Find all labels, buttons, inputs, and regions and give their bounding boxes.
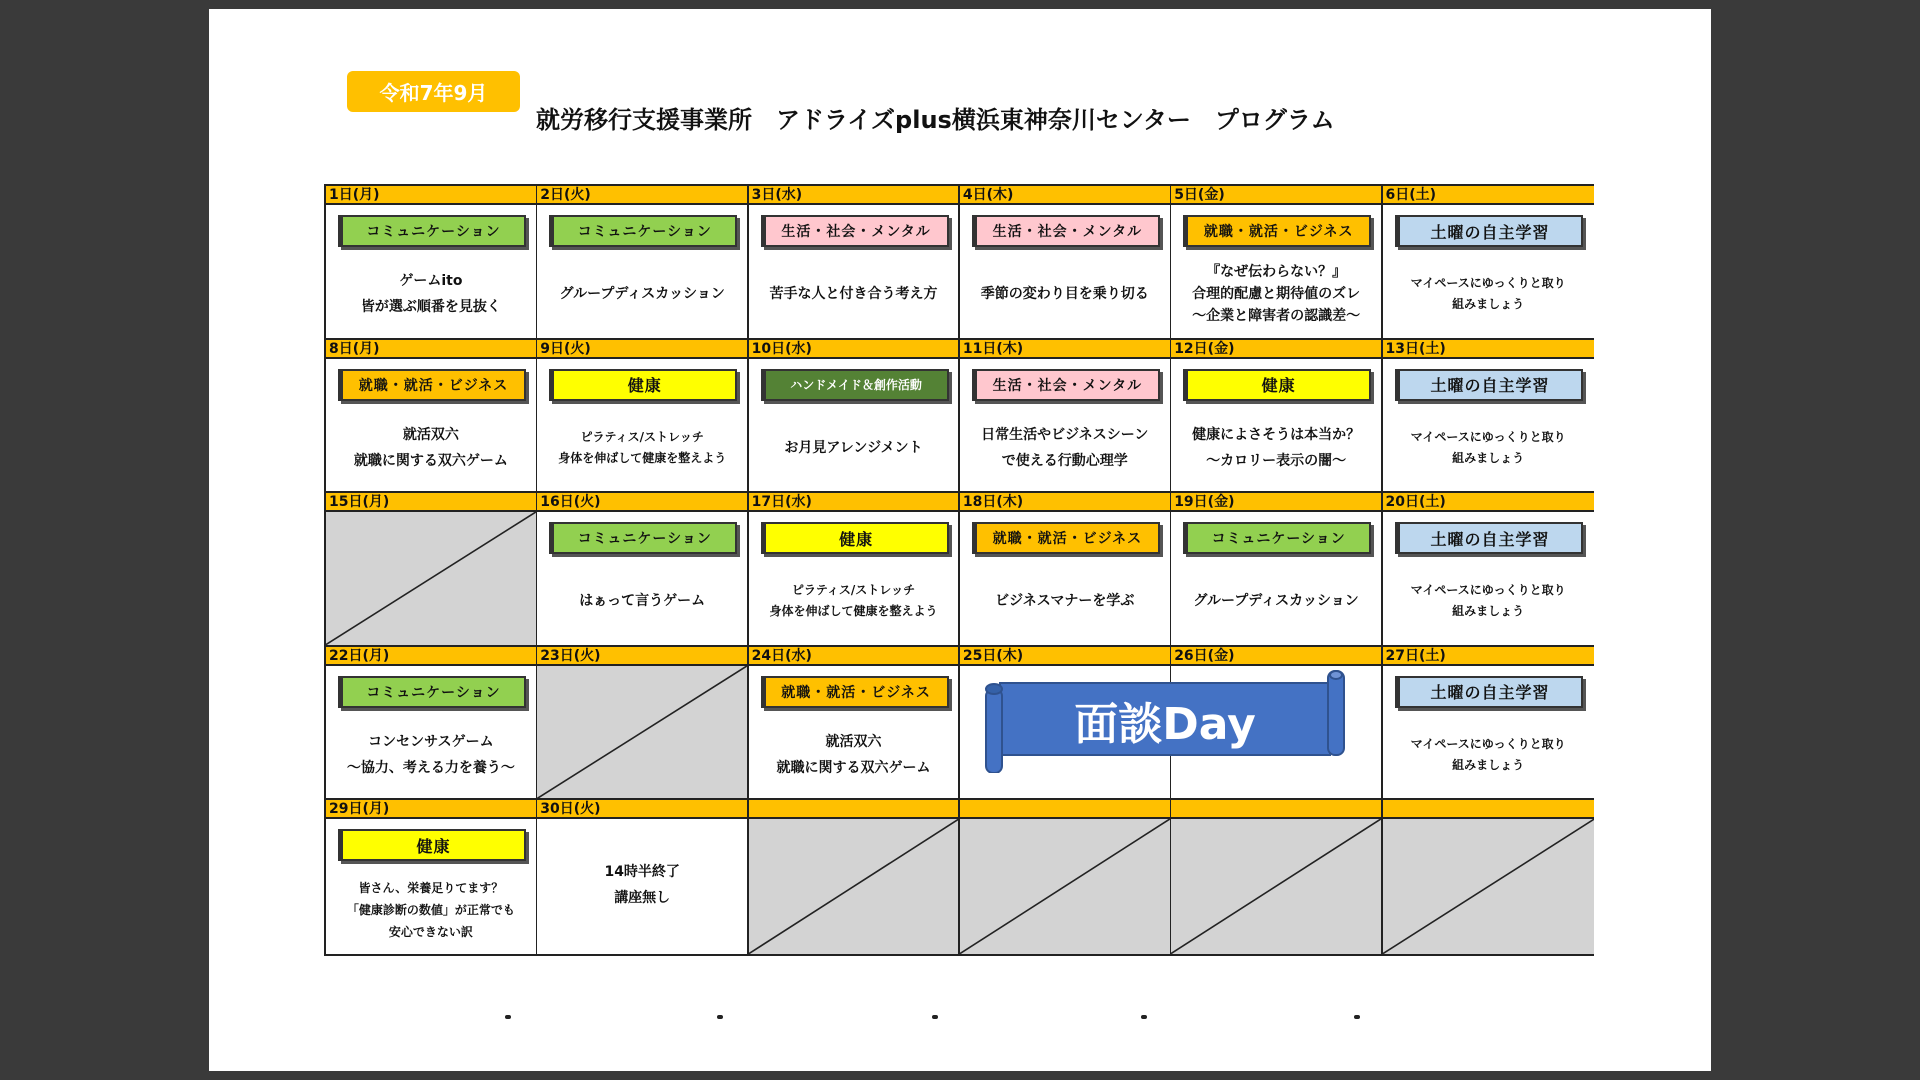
day-date-label	[960, 800, 1170, 819]
day-date-label: 29日(月)	[326, 800, 536, 819]
day-content	[537, 205, 747, 338]
program-description-line: 組みましょう	[1452, 604, 1525, 619]
program-description-line: ゲームito	[399, 273, 463, 290]
calendar-day-cell	[326, 493, 538, 647]
calendar-day-cell	[1383, 186, 1594, 340]
calendar-day-cell	[749, 186, 961, 340]
program-description-line: ～企業と障害者の認識差～	[1192, 308, 1361, 325]
program-description-line: 身体を伸ばして健康を整えよう	[769, 604, 938, 619]
day-content	[749, 512, 959, 645]
program-description-line: 身体を伸ばして健康を整えよう	[558, 450, 727, 465]
no-program-slash-icon	[537, 666, 747, 799]
calendar-day-cell	[326, 647, 538, 801]
program-calendar	[324, 184, 1594, 956]
program-description-line: 組みましょう	[1452, 758, 1525, 773]
calendar-day-cell	[326, 340, 538, 494]
calendar-day-cell	[749, 800, 961, 954]
calendar-day-cell	[326, 800, 538, 954]
calendar-day-cell	[960, 493, 1172, 647]
program-description-line: 就活双六	[402, 426, 459, 443]
calendar-day-cell	[537, 800, 749, 954]
program-category-banner: 就職・就活・ビジネス	[972, 522, 1160, 554]
program-category-banner: 就職・就活・ビジネス	[761, 676, 949, 708]
program-category-banner: コミュニケーション	[338, 676, 526, 708]
day-content	[1383, 359, 1594, 492]
program-description-line: コンセンサスゲーム	[368, 734, 494, 751]
day-date-label: 15日(月)	[326, 493, 536, 512]
day-content	[537, 819, 747, 954]
day-date-label: 12日(金)	[1171, 340, 1381, 359]
day-date-label: 24日(水)	[749, 647, 959, 666]
program-category-banner: コミュニケーション	[1183, 522, 1371, 554]
calendar-day-cell	[1171, 800, 1383, 954]
day-date-label	[749, 800, 959, 819]
day-date-label: 8日(月)	[326, 340, 536, 359]
day-content	[537, 359, 747, 492]
day-content	[326, 359, 536, 492]
program-category-banner: コミュニケーション	[549, 215, 737, 247]
calendar-day-cell	[960, 800, 1172, 954]
no-program-slash-icon	[326, 512, 536, 645]
day-date-label: 25日(木)	[960, 647, 1170, 666]
day-content	[1383, 512, 1594, 645]
day-content	[960, 205, 1170, 338]
page-mark	[932, 1015, 938, 1019]
program-description-line: 健康によさそうは本当か？	[1192, 426, 1361, 443]
interview-day-label: 面談Day	[1074, 699, 1256, 750]
program-category-banner: ハンドメイド＆創作活動	[761, 369, 949, 401]
day-date-label: 26日(金)	[1171, 647, 1381, 666]
day-content	[326, 512, 536, 645]
calendar-day-cell	[1383, 493, 1594, 647]
day-content	[960, 819, 1170, 954]
day-content	[537, 512, 747, 645]
calendar-day-cell	[960, 186, 1172, 340]
program-description-line: 『なぜ伝わらない？』	[1206, 264, 1347, 281]
day-content	[749, 819, 959, 954]
page-mark	[717, 1015, 723, 1019]
program-description-line: 合理的配慮と期待値のズレ	[1192, 286, 1361, 303]
program-description-line: グループディスカッション	[559, 286, 725, 303]
program-description-line: 組みましょう	[1452, 297, 1525, 312]
program-description-line: 就職に関する双六ゲーム	[776, 760, 931, 777]
day-date-label: 23日(火)	[537, 647, 747, 666]
calendar-day-cell	[749, 493, 961, 647]
calendar-day-cell	[537, 186, 749, 340]
day-date-label: 9日(火)	[537, 340, 747, 359]
calendar-day-cell	[1383, 800, 1594, 954]
page-mark	[1354, 1015, 1360, 1019]
program-description-line: グループディスカッション	[1193, 593, 1359, 610]
day-date-label: 27日(土)	[1383, 647, 1594, 666]
program-description-line: マイペースにゆっくりと取り	[1410, 583, 1566, 598]
program-category-banner: コミュニケーション	[338, 215, 526, 247]
calendar-day-cell	[537, 647, 749, 801]
program-description-line: 講座無し	[614, 889, 671, 906]
program-description-line: お月見アレンジメント	[784, 439, 923, 456]
program-description-line: 組みましょう	[1452, 450, 1525, 465]
day-content	[749, 359, 959, 492]
day-date-label: 4日(木)	[960, 186, 1170, 205]
day-date-label: 6日(土)	[1383, 186, 1594, 205]
day-content	[960, 512, 1170, 645]
calendar-day-cell	[1171, 340, 1383, 494]
program-description-line: 「健康診断の数値」が正常でも	[346, 902, 515, 917]
program-description-line: 14時半終了	[604, 863, 680, 880]
program-description-line: 季節の変わり目を乗り切る	[980, 286, 1149, 303]
program-description-line: マイペースにゆっくりと取り	[1410, 737, 1566, 752]
day-date-label: 13日(土)	[1383, 340, 1594, 359]
program-description-line: マイペースにゆっくりと取り	[1410, 429, 1566, 444]
day-content	[326, 819, 536, 954]
program-description-line: 皆さん、栄養足りてます？	[358, 880, 504, 895]
day-content	[537, 666, 747, 799]
program-category-banner: 健康	[761, 522, 949, 554]
day-date-label: 1日(月)	[326, 186, 536, 205]
program-category-banner: 就職・就活・ビジネス	[1183, 215, 1371, 247]
day-content	[1383, 205, 1594, 338]
program-category-banner: 健康	[549, 369, 737, 401]
day-date-label: 16日(火)	[537, 493, 747, 512]
program-description-line: ～協力、考える力を養う～	[346, 760, 515, 777]
day-date-label: 18日(木)	[960, 493, 1170, 512]
page-mark	[1141, 1015, 1147, 1019]
day-content	[1171, 205, 1381, 338]
program-category-banner: 健康	[1183, 369, 1371, 401]
program-description-line: 苦手な人と付き合う考え方	[769, 286, 938, 303]
day-date-label: 11日(木)	[960, 340, 1170, 359]
program-category-banner: 土曜の自主学習	[1395, 676, 1583, 708]
program-category-banner: 土曜の自主学習	[1395, 215, 1583, 247]
program-description-line: ～カロリー表示の闇～	[1206, 452, 1347, 469]
day-date-label: 2日(火)	[537, 186, 747, 205]
calendar-day-cell	[326, 186, 538, 340]
day-date-label: 10日(水)	[749, 340, 959, 359]
program-category-banner: 就職・就活・ビジネス	[338, 369, 526, 401]
day-date-label: 17日(水)	[749, 493, 959, 512]
day-date-label	[1171, 800, 1381, 819]
calendar-day-cell	[749, 340, 961, 494]
page-title: 就労移行支援事業所 アドライズplus横浜東神奈川センター プログラム	[536, 106, 1335, 134]
program-description-line: で使える行動心理学	[1001, 452, 1128, 469]
calendar-day-cell	[1171, 493, 1383, 647]
program-description-line: 日常生活やビジネスシーン	[981, 426, 1149, 443]
program-description-line: ビジネスマナーを学ぶ	[995, 593, 1135, 610]
program-description-line: マイペースにゆっくりと取り	[1410, 276, 1566, 291]
calendar-day-cell	[1171, 186, 1383, 340]
program-description-line: 皆が選ぶ順番を見抜く	[360, 299, 501, 316]
day-date-label: 19日(金)	[1171, 493, 1381, 512]
no-program-slash-icon	[1383, 819, 1594, 954]
era-month-badge: 令和7年9月	[347, 71, 520, 112]
program-category-banner: 土曜の自主学習	[1395, 522, 1583, 554]
day-content	[326, 666, 536, 799]
page-mark	[505, 1015, 511, 1019]
interview-day-scroll	[982, 669, 1346, 773]
program-category-banner: 生活・社会・メンタル	[761, 215, 949, 247]
day-date-label: 22日(月)	[326, 647, 536, 666]
calendar-day-cell	[537, 493, 749, 647]
no-program-slash-icon	[1171, 819, 1381, 954]
day-content	[1383, 819, 1594, 954]
day-content	[1171, 359, 1381, 492]
day-content	[960, 359, 1170, 492]
program-category-banner: 生活・社会・メンタル	[972, 215, 1160, 247]
calendar-day-cell	[537, 340, 749, 494]
day-content	[326, 205, 536, 338]
no-program-slash-icon	[749, 819, 959, 954]
program-description-line: 安心できない訳	[388, 924, 473, 939]
day-date-label: 20日(土)	[1383, 493, 1594, 512]
day-date-label	[1383, 800, 1594, 819]
calendar-day-cell	[1383, 340, 1594, 494]
calendar-day-cell	[1383, 647, 1594, 801]
day-content	[749, 205, 959, 338]
program-category-banner: 健康	[338, 829, 526, 861]
day-content	[749, 666, 959, 799]
program-category-banner: 生活・社会・メンタル	[972, 369, 1160, 401]
day-content	[1171, 819, 1381, 954]
calendar-day-cell	[960, 340, 1172, 494]
day-date-label: 30日(火)	[537, 800, 747, 819]
program-category-banner: 土曜の自主学習	[1395, 369, 1583, 401]
program-category-banner: コミュニケーション	[549, 522, 737, 554]
day-content	[1171, 512, 1381, 645]
day-date-label: 5日(金)	[1171, 186, 1381, 205]
program-description-line: 就職に関する双六ゲーム	[353, 452, 508, 469]
day-date-label: 3日(水)	[749, 186, 959, 205]
program-description-line: ピラティス/ストレッチ	[580, 429, 704, 444]
no-program-slash-icon	[960, 819, 1170, 954]
calendar-day-cell	[749, 647, 961, 801]
program-description-line: はぁって言うゲーム	[579, 593, 706, 610]
program-description-line: 就活双六	[825, 734, 882, 751]
day-content	[1383, 666, 1594, 799]
program-description-line: ピラティス/ストレッチ	[791, 583, 916, 598]
